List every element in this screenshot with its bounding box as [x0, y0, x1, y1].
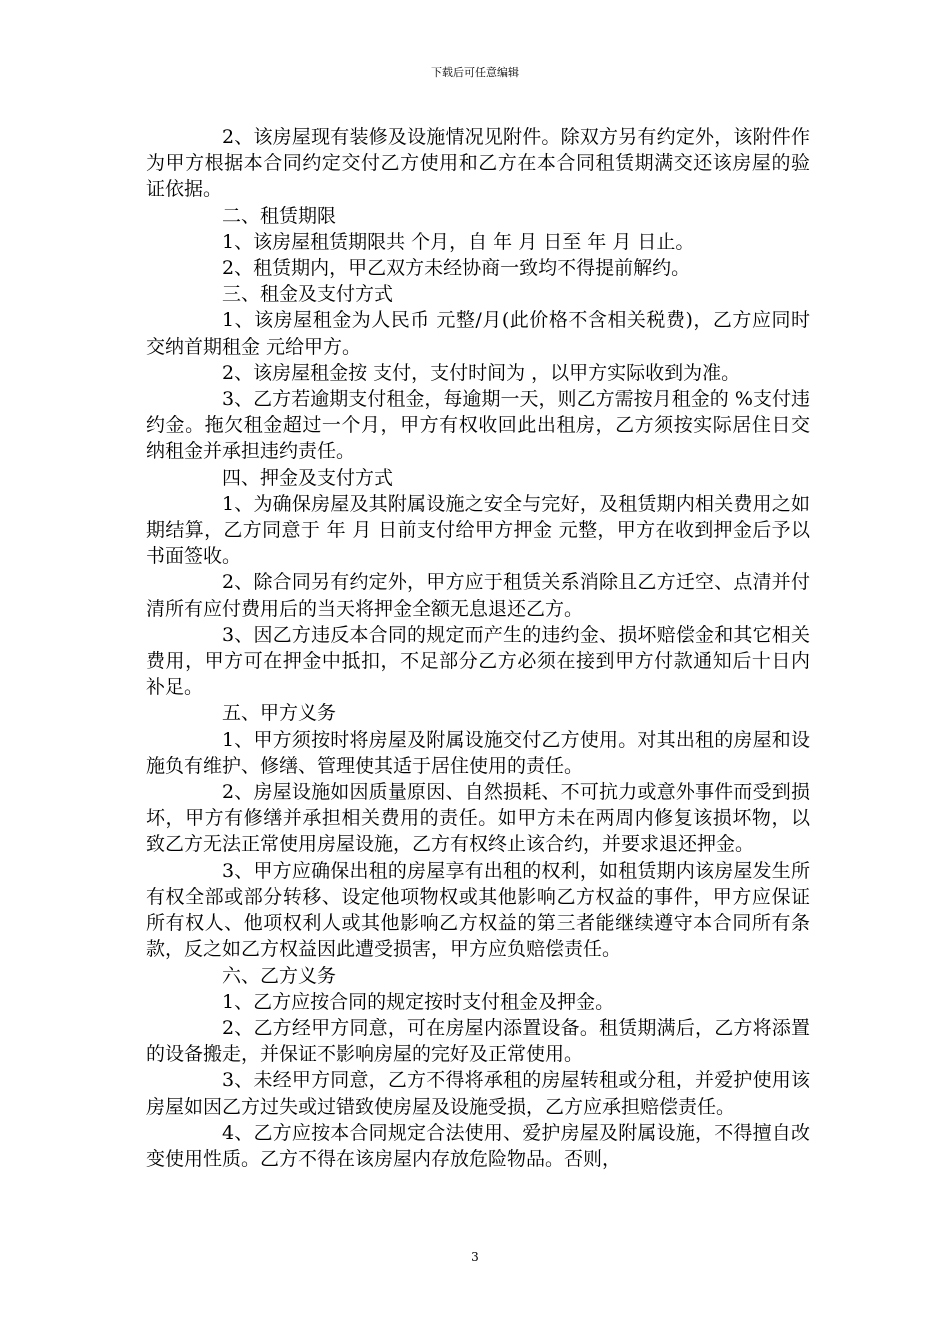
page-header: 下载后可任意编辑 [431, 66, 519, 79]
paragraph-deposit-2: 2、除合同另有约定外，甲方应于租赁关系消除且乙方迁空、点清并付清所有应付费用后的当天将押金全额无息退还乙方。 [146, 571, 810, 620]
paragraph-party-b-1: 1、乙方应按合同的规定按时支付租金及押金。 [222, 990, 615, 1013]
paragraph-rent-1: 1、该房屋租金为人民币 元整/月(此价格不含相关税费)，乙方应同时交纳首期租金 元给甲方。 [146, 309, 810, 358]
paragraph-party-b-3: 3、未经甲方同意，乙方不得将承租的房屋转租或分租，并爱护使用该房屋如因乙方过失或过错致使房屋及设施受损，乙方应承担赔偿责任。 [146, 1069, 810, 1118]
paragraph-rent-3: 3、乙方若逾期支付租金，每逾期一天，则乙方需按月租金的 %支付违约金。拖欠租金超过一个月，甲方有权收回此出租房，乙方须按实际居住日交纳租金并承担违约责任。 [146, 388, 810, 463]
paragraph-deposit-3: 3、因乙方违反本合同的规定而产生的违约金、损坏赔偿金和其它相关费用，甲方可在押金中抵扣，不足部分乙方必须在接到甲方付款通知后十日内补足。 [146, 623, 810, 699]
paragraph-lease-term-2: 2、租赁期内，甲乙双方未经协商一致均不得提前解约。 [222, 257, 691, 280]
paragraph-rent-2: 2、该房屋租金按 支付，支付时间为 ，以甲方实际收到为准。 [222, 361, 741, 384]
paragraph-party-b-4: 4、乙方应按本合同规定合法使用、爱护房屋及附属设施，不得擅自改变使用性质。乙方不得在该房屋内存放危险物品。否则， [146, 1121, 810, 1170]
paragraph-clause-2-2: 2、该房屋现有装修及设施情况见附件。除双方另有约定外，该附件作为甲方根据本合同约定交付乙方使用和乙方在本合同租赁期满交还该房屋的验证依据。 [146, 126, 810, 201]
section-heading-deposit: 四、押金及支付方式 [222, 466, 394, 489]
document-body [146, 124, 810, 1172]
paragraph-lease-term-1: 1、该房屋租赁期限共 个月，自 年 月 日至 年 月 日止。 [222, 230, 695, 253]
paragraph-party-a-2: 2、房屋设施如因质量原因、自然损耗、不可抗力或意外事件而受到损坏，甲方有修缮并承担相关费用的责任。如甲方未在两周内修复该损坏物，以致乙方无法正常使用房屋设施，乙方有权终止该合约，并要求退还押金。 [146, 781, 810, 856]
section-heading-lease-term: 二、租赁期限 [222, 204, 337, 227]
page-number: 3 [471, 1250, 479, 1264]
section-heading-rent-payment: 三、租金及支付方式 [222, 283, 394, 306]
section-heading-party-a-obligations: 五、甲方义务 [222, 702, 337, 725]
section-heading-party-b-obligations: 六、乙方义务 [222, 964, 337, 987]
paragraph-party-b-2: 2、乙方经甲方同意，可在房屋内添置设备。租赁期满后，乙方将添置的设备搬走，并保证不影响房屋的完好及正常使用。 [146, 1016, 810, 1066]
paragraph-party-a-1: 1、甲方须按时将房屋及附属设施交付乙方使用。对其出租的房屋和设施负有维护、修缮、管理使其适于居住使用的责任。 [146, 728, 810, 777]
paragraph-deposit-1: 1、为确保房屋及其附属设施之安全与完好，及租赁期内相关费用之如期结算，乙方同意于 年 月 日前支付给甲方押金 元整，甲方在收到押金后予以书面签收。 [146, 492, 810, 568]
paragraph-party-a-3: 3、甲方应确保出租的房屋享有出租的权利，如租赁期内该房屋发生所有权全部或部分转移、设定他项物权或其他影响乙方权益的事件，甲方应保证所有权人、他项权利人或其他影响乙方权益的第三者能继续遵守本合同所有条款，反之如乙方权益因此遭受损害，甲方应负赔偿责任。 [146, 859, 810, 961]
